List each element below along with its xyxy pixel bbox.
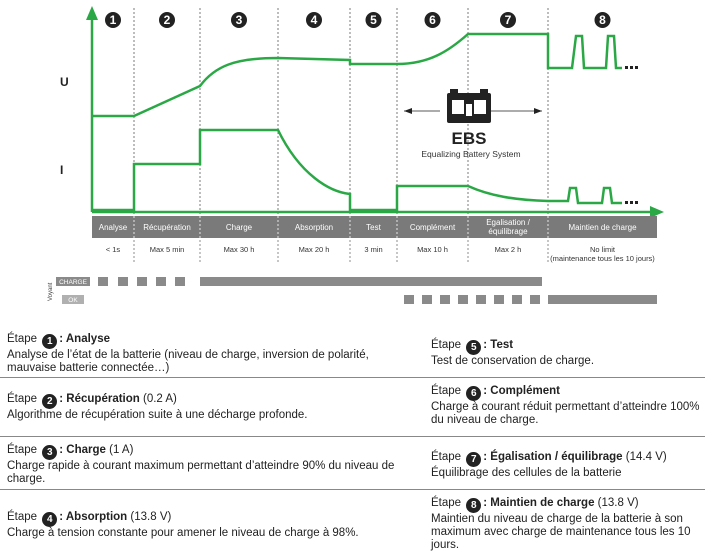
current-curve (92, 130, 622, 210)
led-charge-steady (200, 277, 542, 286)
phase-label-3: Charge (225, 223, 253, 232)
led-charge-blinking (98, 277, 185, 286)
row-divider (0, 436, 705, 437)
phase-duration-2: Max 5 min (149, 245, 185, 254)
step-number-badge: 5 (466, 340, 481, 355)
axes (86, 6, 664, 218)
phase-duration-5: 3 min (364, 245, 383, 254)
ebs-block (404, 89, 542, 159)
step-number-badge: 2 (42, 394, 57, 409)
step-4: Étape 4 : Absorption (13.8 V) Charge à tension constante pour amener le niveau de charge à 98%. (7, 511, 417, 540)
step-description: Analyse de l’état de la batterie (niveau de charge, inversion de polarité, mauvaise batterie connectée…) (7, 349, 369, 374)
step-7: Étape 7 : Égalisation / équilibrage (14.4 V) Équilibrage des cellules de la batterie (431, 451, 703, 480)
step-3: Étape 3 : Charge (1 A) Charge rapide à courant maximum permettant d’atteindre 90% du niveau de charge. (7, 444, 417, 486)
phase-badge-number: 7 (504, 13, 512, 27)
step-description: Équilibrage des cellules de la batterie (431, 467, 622, 479)
axis-label-i: I (60, 163, 64, 177)
phase-duration-8: No limit (589, 245, 616, 254)
phase-duration-note: (maintenance tous les 10 jours) (550, 254, 655, 263)
step-1: Étape 1 : Analyse Analyse de l’état de la batterie (niveau de charge, inversion de polarité, mauvaise batterie connectée…) (7, 333, 417, 375)
step-number-badge: 1 (42, 334, 57, 349)
phase-duration-4: Max 20 h (298, 245, 330, 254)
phase-duration-1: < 1s (105, 245, 121, 254)
step-number-badge: 6 (466, 386, 481, 401)
step-number-badge: 3 (42, 445, 57, 460)
phase-badge-number: 5 (370, 13, 377, 27)
phase-number-badges (105, 12, 611, 28)
step-description: Test de conservation de charge. (431, 355, 595, 367)
phase-badge-number: 4 (310, 13, 318, 27)
axis-label-u: U (60, 75, 69, 89)
step-description: Maintien du niveau de charge de la batterie à son maximum avec charge de maintenance tous les 10 jours. (431, 513, 691, 551)
led-indicators (48, 277, 657, 304)
phase-duration-3: Max 30 h (223, 245, 255, 254)
phase-label-2: Récupération (143, 223, 191, 232)
phase-badge-number: 2 (163, 13, 171, 27)
step-description: Charge à courant réduit permettant d’atteindre 100% du niveau de charge. (431, 401, 700, 426)
row-divider (0, 377, 705, 378)
led-ok-label: OK (68, 297, 78, 304)
phase-duration-6: Max 10 h (417, 245, 448, 254)
step-number-badge: 4 (42, 512, 57, 527)
led-charge-label: CHARGE (59, 279, 87, 286)
phase-label-8: Maintien de charge (568, 223, 637, 232)
step-6: Étape 6 : Complément Charge à courant réduit permettant d’atteindre 100% du niveau de charge. (431, 385, 703, 427)
phase-badge-number: 1 (109, 13, 117, 27)
current-continuation (625, 201, 638, 204)
step-5: Étape 5 : Test Test de conservation de charge. (431, 339, 703, 368)
ebs-title: EBS (451, 129, 487, 148)
voltage-continuation (625, 66, 638, 69)
led-ok-blinking (404, 295, 540, 304)
step-2: Étape 2 : Récupération (0.2 A) Algorithme de récupération suite à une décharge profonde. (7, 393, 417, 422)
phase-label-5: Test (366, 223, 381, 232)
led-ok-steady (548, 295, 657, 304)
duration-dividers (134, 240, 548, 264)
duration-labels (106, 245, 656, 263)
voltage-curve (92, 34, 622, 116)
step-8: Étape 8 : Maintien de charge (13.8 V) Maintien du niveau de charge de la batterie à son maximum avec charge de maintenance tous les 10 jours. (431, 497, 703, 552)
step-description: Algorithme de récupération suite à une décharge profonde. (7, 409, 308, 421)
step-description: Charge rapide à courant maximum permettant d’atteindre 90% du niveau de charge. (7, 460, 395, 485)
phase-badge-number: 3 (235, 13, 243, 27)
battery-icon (447, 89, 491, 123)
step-description: Charge à tension constante pour amener le niveau de charge à 98%. (7, 527, 359, 539)
phase-label-4: Absorption (294, 223, 334, 232)
phase-label-6: Complément (409, 223, 456, 232)
voyant-label: Voyant (48, 282, 54, 301)
phase-badge-number: 8 (599, 13, 606, 27)
ebs-subtitle: Equalizing Battery System (421, 149, 521, 159)
phase-duration-7: Max 2 h (494, 245, 522, 254)
phase-label-7: Egalisation / équilibrage (486, 218, 530, 236)
phase-label-1: Analyse (98, 223, 128, 232)
step-number-badge: 7 (466, 452, 481, 467)
row-divider (0, 489, 705, 490)
step-number-badge: 8 (466, 498, 481, 513)
phase-badge-number: 6 (429, 13, 436, 27)
